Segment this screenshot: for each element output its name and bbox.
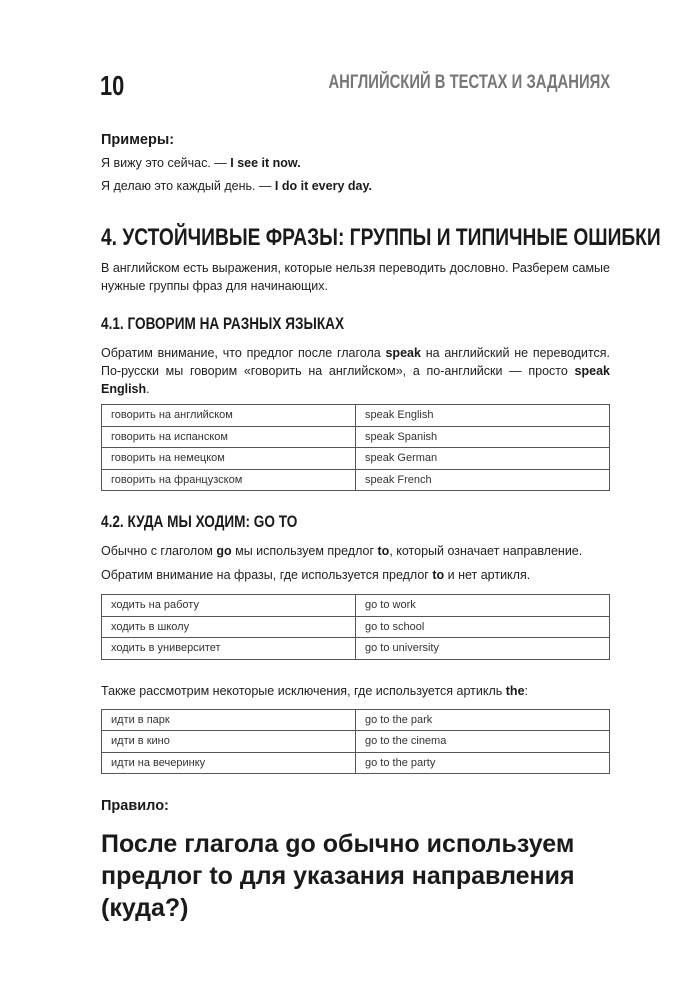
table-row [102, 638, 610, 660]
paragraph [101, 542, 610, 560]
subsection-heading: 4.2. КУДА МЫ ХОДИМ: GO TO [101, 512, 298, 531]
section-heading: 4. УСТОЙЧИВЫЕ ФРАЗЫ: ГРУППЫ И ТИПИЧНЫЕ ОШИБКИ [101, 224, 661, 251]
cell: go to school [356, 616, 610, 638]
rule-text: После глагола go обычно используем предлог to для указания направления (куда?) [101, 830, 575, 922]
go-to-table [101, 594, 610, 660]
cell: говорить на немецком [102, 448, 356, 470]
paragraph [101, 566, 610, 584]
table-row [102, 709, 610, 731]
examples-label: Примеры: [101, 132, 175, 148]
paragraph [101, 344, 610, 398]
text: , который означает направление. [389, 544, 583, 558]
text: мы используем предлог [231, 544, 378, 558]
cell: speak German [356, 448, 610, 470]
text: на английский не переводится. По-русски мы говорим «говорить на английском», а по-английски — просто [101, 346, 610, 378]
text: . [146, 382, 150, 396]
page-number: 10 [100, 70, 125, 101]
cell: говорить на английском [102, 405, 356, 427]
table-row [102, 426, 610, 448]
table-row [102, 731, 610, 753]
go-to-the-table [101, 709, 610, 775]
table-row [102, 448, 610, 470]
cell: ходить на работу [102, 595, 356, 617]
example-ru: Я вижу это сейчас. — [101, 156, 231, 170]
example-en: I see it now. [230, 156, 301, 170]
example-ru: Я делаю это каждый день. — [101, 179, 275, 193]
cell: говорить на французском [102, 469, 356, 491]
text-bold: to [377, 544, 390, 558]
example-en: I do it every day. [274, 179, 372, 193]
text: Обратим внимание на фразы, где используется предлог [101, 568, 433, 582]
cell: ходить в школу [102, 616, 356, 638]
text-bold: to [432, 568, 445, 582]
text: Также рассмотрим некоторые исключения, где используется артикль [101, 683, 506, 698]
cell: идти на вечеринку [102, 752, 356, 774]
cell: speak French [356, 469, 610, 491]
cell: идти в парк [102, 709, 356, 731]
text-bold: go [216, 544, 232, 558]
page-body [101, 130, 661, 924]
table-row [102, 595, 610, 617]
cell: speak English [356, 405, 610, 427]
text-bold: speak [385, 346, 421, 360]
cell: speak Spanish [356, 426, 610, 448]
languages-table [101, 404, 610, 491]
cell: go to university [356, 638, 610, 660]
text: Обратим внимание, что предлог после глагола [101, 346, 386, 360]
text: и нет артикля. [444, 568, 531, 582]
text: Обычно с глаголом [101, 544, 217, 558]
cell: ходить в университет [102, 638, 356, 660]
cell: go to the cinema [356, 731, 610, 753]
paragraph [101, 682, 610, 700]
cell: go to work [356, 595, 610, 617]
table-row [102, 752, 610, 774]
text: : [524, 683, 528, 698]
subsection-heading: 4.1. ГОВОРИМ НА РАЗНЫХ ЯЗЫКАХ [101, 314, 345, 333]
text-bold: speak English [101, 364, 610, 396]
table-row [102, 405, 610, 427]
text-bold: the [505, 683, 525, 698]
section-intro: В английском есть выражения, которые нельзя переводить дословно. Разберем самые нужные группы фраз для начинающих. [101, 261, 610, 293]
table-row [102, 469, 610, 491]
running-title: АНГЛИЙСКИЙ В ТЕСТАХ И ЗАДАНИЯХ [328, 72, 610, 93]
cell: идти в кино [102, 731, 356, 753]
example-line [101, 154, 610, 172]
rule-label: Правило: [101, 798, 169, 814]
cell: go to the party [356, 752, 610, 774]
cell: go to the park [356, 709, 610, 731]
example-line [101, 177, 610, 195]
cell: говорить на испанском [102, 426, 356, 448]
table-row [102, 616, 610, 638]
